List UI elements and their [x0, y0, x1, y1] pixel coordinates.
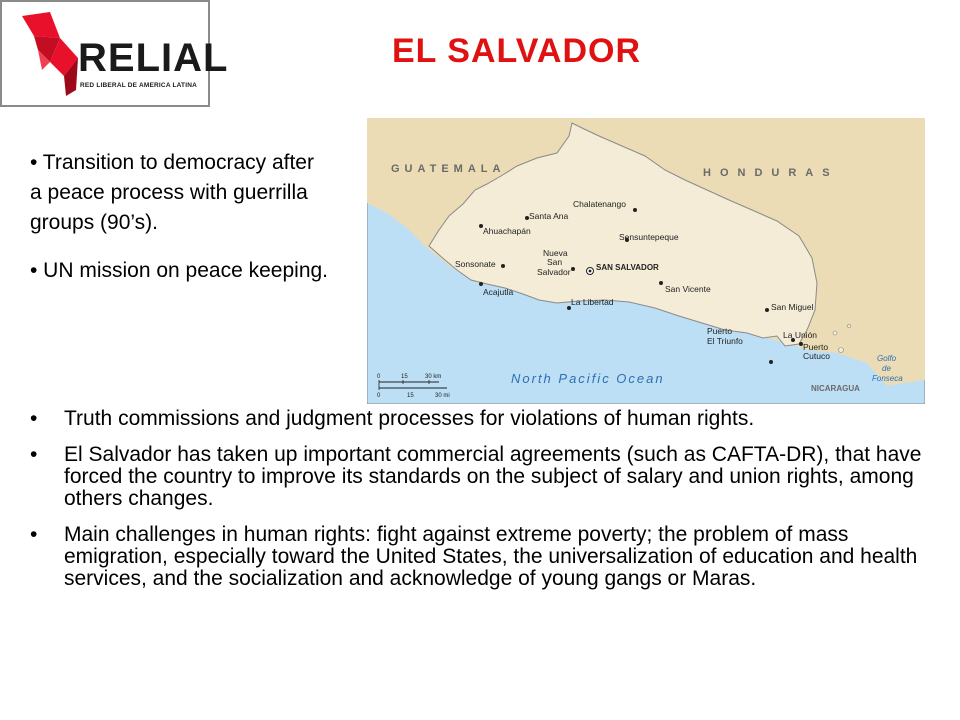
bullet-text: Truth commissions and judgment processes for violations of human rights.: [64, 407, 755, 430]
page-title: EL SALVADOR: [392, 32, 642, 70]
bullet-truth-commissions: [30, 408, 930, 430]
map-city-salvador: Salvador: [537, 267, 571, 277]
scale-km-0: 0: [377, 374, 381, 380]
map-city-san-vicente: San Vicente: [665, 284, 711, 294]
main-bullet-list: [30, 408, 930, 604]
scale-km-15: 15: [401, 374, 408, 380]
bullet-human-rights-challenges: [30, 524, 930, 590]
map-city-puerto-2: Puerto: [803, 342, 829, 352]
bullet-commercial-agreements: [30, 444, 930, 510]
el-salvador-map: [367, 118, 925, 404]
map-city-chalatenango: Chalatenango: [573, 199, 626, 209]
map-city-san-miguel: San Miguel: [771, 302, 814, 312]
scale-km-30: 30 km: [425, 374, 442, 380]
side-bullet-democracy: • Transition to democracy after a peace process with guerrilla groups (90’s).: [30, 151, 314, 234]
scale-mi-0: 0: [377, 393, 381, 399]
map-label-guatemala: GUATEMALA: [391, 163, 506, 175]
map-city-puerto-1: Puerto: [707, 326, 733, 336]
bullet-marker: •: [30, 523, 38, 546]
map-label-gulf-3: Fonseca: [872, 374, 903, 383]
map-city-nueva: Nueva: [543, 248, 568, 258]
map-city-sensuntepeque: Sensuntepeque: [619, 232, 679, 242]
scale-mi-30: 30 mi: [435, 393, 450, 399]
map-capital-san-salvador: SAN SALVADOR: [596, 263, 659, 272]
map-label-honduras: HONDURAS: [703, 167, 839, 179]
bullet-marker: •: [30, 443, 38, 466]
map-city-el-triunfo: El Triunfo: [707, 336, 743, 346]
scale-mi-15: 15: [407, 393, 414, 399]
map-city-santa-ana: Santa Ana: [529, 211, 569, 221]
map-city-cutuco: Cutuco: [803, 351, 830, 361]
map-label-nicaragua: NICARAGUA: [811, 384, 860, 393]
logo-subtitle: RED LIBERAL DE AMERICA LATINA: [80, 82, 198, 89]
map-label-gulf-1: Golfo: [877, 354, 897, 363]
map-city-la-libertad: La Libertad: [571, 297, 614, 307]
logo-wordmark: RELIAL: [78, 36, 229, 80]
map-city-acajutla: Acajutla: [483, 287, 514, 297]
map-city-la-union: La Unión: [783, 330, 818, 340]
map-city-san: San: [547, 257, 563, 267]
map-label-ocean: North Pacific Ocean: [511, 371, 665, 386]
side-bullet-list: [30, 148, 330, 304]
side-bullet-un-mission: • UN mission on peace keeping.: [30, 259, 329, 282]
bullet-text: Main challenges in human rights: fight against extreme poverty; the problem of mass emigration, especially toward the United States, the universalization of education and health services, and the socialization and acknowledge of young gangs or Maras.: [64, 523, 918, 590]
map-city-sonsonate: Sonsonate: [455, 259, 496, 269]
bullet-text: El Salvador has taken up important commercial agreements (such as CAFTA-DR), that have forced the country to improve its standards on the subject of salary and union rights, among others changes.: [64, 443, 922, 510]
relial-logo: [0, 0, 229, 107]
bullet-marker: •: [30, 407, 38, 430]
map-city-ahuachapan: Ahuachapán: [483, 226, 531, 236]
map-label-gulf-2: de: [882, 364, 891, 373]
